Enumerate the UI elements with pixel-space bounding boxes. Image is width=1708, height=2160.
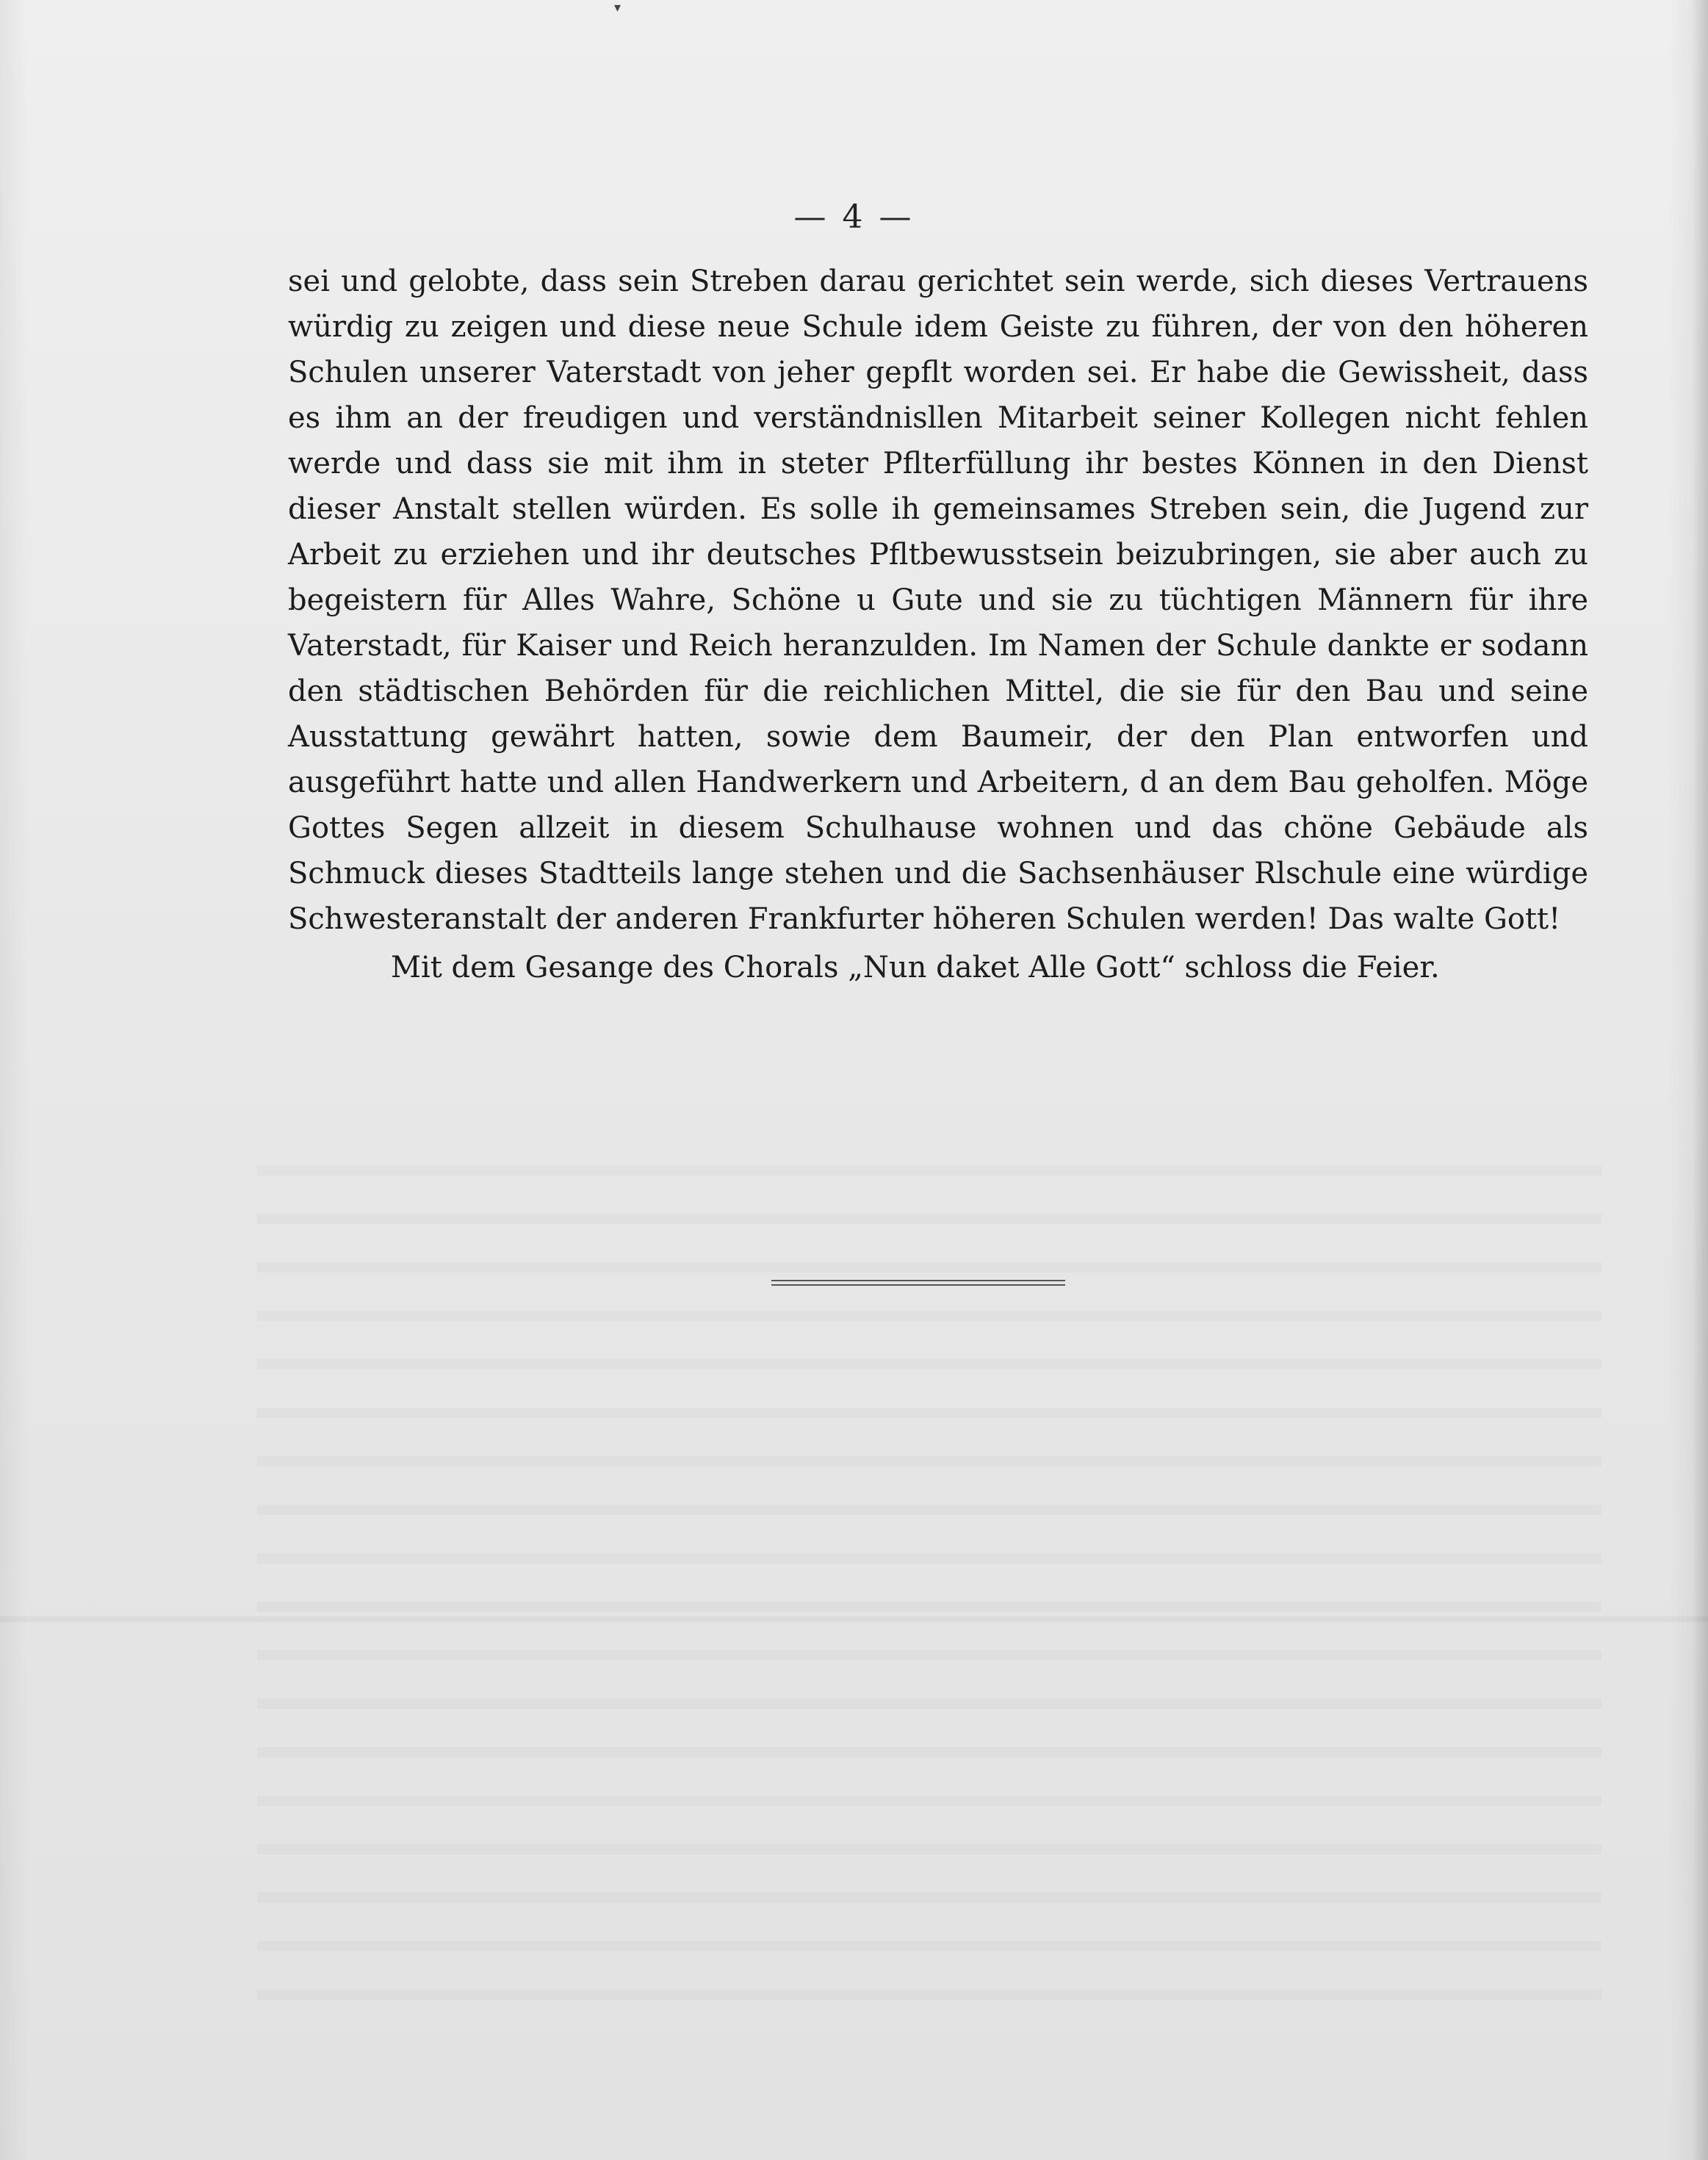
main-paragraph: sei und gelobte, dass sein Streben darau gerichtet sein werde, sich dieses Vertrauens würdig zu zeigen und diese neue Schule idem Geiste zu führen, der von den höheren Schulen unserer Vaterstadt von jeher gepflt worden sei. Er habe die Gewissheit, dass es ihm an der freudigen und verständnisllen Mitarbeit seiner Kollegen nicht fehlen werde und dass sie mit ihm in steter Pflterfüllung ihr bestes Können in den Dienst dieser Anstalt stellen würden. Es solle ih gemeinsames Streben sein, die Jugend zur Arbeit zu erziehen und ihr deutsches Pfltbewusstsein beizubringen, sie aber auch zu begeistern für Alles Wahre, Schöne u Gute und sie zu tüchtigen Männern für ihre Vaterstadt, für Kaiser und Reich heranzulden. Im Namen der Schule dankte er sodann den städtischen Behörden für die reichlichen Mittel, die sie für den Bau und seine Ausstattung gewährt hatten, sowie dem Baumeir, der den Plan entworfen und ausgeführt hatte und allen Handwerkern und Arbeitern, d an dem Bau geholfen. Möge Gottes Segen allzeit in diesem Schulhause wohnen und das chöne Gebäude als Schmuck dieses Stadtteils lange stehen und die Sachsenhäuser Rlschule eine würdige Schwesteranstalt der anderen Frankfurter höheren Schulen werden! Das walte Gott!	[288, 264, 1588, 936]
page-number: — 4 —	[793, 198, 915, 236]
closing-paragraph: Mit dem Gesange des Chorals „Nun daket Alle Gott“ schloss die Feier.	[391, 951, 1440, 984]
end-divider-rule	[771, 1280, 1065, 1287]
reverse-side-bleed-through	[257, 1131, 1601, 2004]
body-text	[288, 259, 1588, 990]
ink-mark: ▾	[614, 0, 621, 15]
page-edge-shadow	[1692, 0, 1708, 2160]
